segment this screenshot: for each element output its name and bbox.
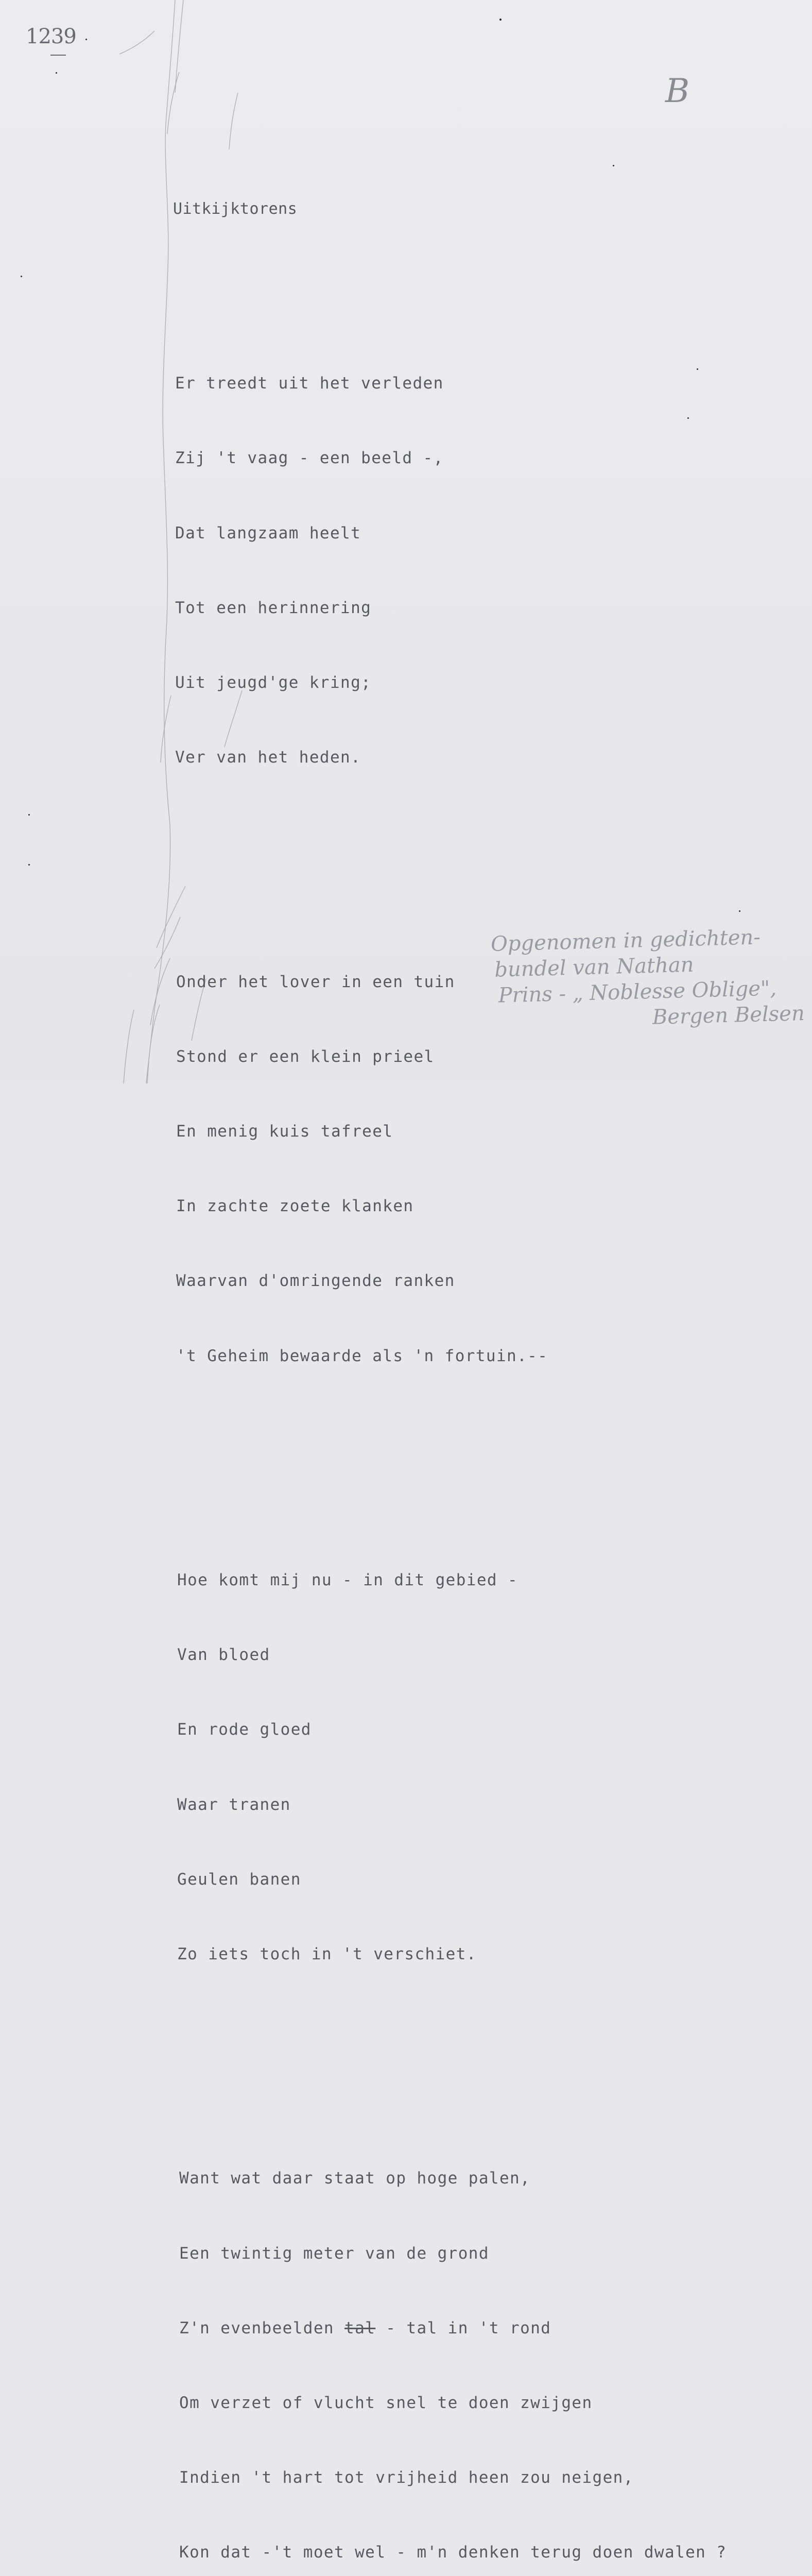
poem-title: Uitkijktorens bbox=[173, 199, 298, 218]
poem-line: Stond er een klein prieel bbox=[176, 1047, 435, 1066]
poem-line: En rode gloed bbox=[177, 1720, 312, 1739]
annotation-line: Opgenomen in gedichten- bbox=[490, 925, 761, 956]
handwritten-annotation bbox=[490, 923, 805, 1035]
poem-line: Tot een herinnering bbox=[175, 598, 372, 617]
ink-speck bbox=[28, 814, 30, 816]
struck-word: tal bbox=[344, 2318, 376, 2337]
poem-line: Ver van het heden. bbox=[175, 748, 361, 767]
poem-line: En menig kuis tafreel bbox=[176, 1122, 393, 1141]
ink-speck bbox=[21, 276, 22, 277]
poem-line: Hoe komt mij nu - in dit gebied - bbox=[177, 1570, 519, 1589]
catalog-number-underline bbox=[50, 55, 66, 56]
poem-line: In zachte zoete klanken bbox=[176, 1197, 414, 1216]
poem-line-with-correction bbox=[179, 2316, 727, 2341]
poem-line: Zo iets toch in 't verschiet. bbox=[177, 1945, 477, 1964]
poem-line: Want wat daar staat op hoge palen, bbox=[179, 2169, 531, 2188]
poem-line: Kon dat -'t moet wel - m'n denken terug doen dwalen ? bbox=[179, 2543, 727, 2562]
stanza bbox=[175, 321, 727, 820]
poem bbox=[173, 147, 727, 2576]
ink-speck bbox=[28, 864, 30, 866]
corner-mark: B bbox=[665, 72, 690, 110]
poem-line-tail: - tal in 't rond bbox=[375, 2318, 551, 2337]
poem-line: Waar tranen bbox=[177, 1795, 291, 1814]
ink-speck bbox=[85, 39, 87, 40]
ink-speck bbox=[499, 19, 502, 21]
poem-line: Indien 't hart tot vrijheid heen zou neigen, bbox=[179, 2468, 634, 2487]
poem-line: Om verzet of vlucht snel te doen zwijgen bbox=[179, 2393, 593, 2412]
stanza bbox=[177, 1518, 727, 2016]
catalog-number-text: 1239 bbox=[26, 25, 76, 48]
poem-line: Geulen banen bbox=[177, 1870, 301, 1889]
annotation-line: bundel van Nathan bbox=[494, 953, 695, 982]
stanza bbox=[179, 2116, 727, 2576]
poem-line: Dat langzaam heelt bbox=[175, 523, 361, 543]
ink-speck bbox=[739, 910, 740, 912]
annotation-line: Prins - „ Noblesse Oblige", bbox=[498, 976, 777, 1008]
poem-line: Zij 't vaag - een beeld -, bbox=[175, 449, 444, 468]
annotation-line: Bergen Belsen bbox=[652, 1001, 805, 1029]
poem-line: Een twintig meter van de grond bbox=[179, 2244, 489, 2263]
poem-line-head: Z'n evenbeelden bbox=[179, 2318, 345, 2337]
poem-line: Uit jeugd'ge kring; bbox=[175, 673, 372, 692]
poem-line: 't Geheim bewaarde als 'n fortuin.-- bbox=[176, 1346, 548, 1365]
catalog-number bbox=[26, 25, 76, 48]
poem-line: Onder het lover in een tuin bbox=[176, 972, 455, 991]
poem-line: Van bloed bbox=[177, 1646, 270, 1665]
poem-line: Er treedt uit het verleden bbox=[175, 374, 444, 393]
ink-speck bbox=[56, 72, 57, 74]
poem-line: Waarvan d'omringende ranken bbox=[176, 1272, 455, 1291]
